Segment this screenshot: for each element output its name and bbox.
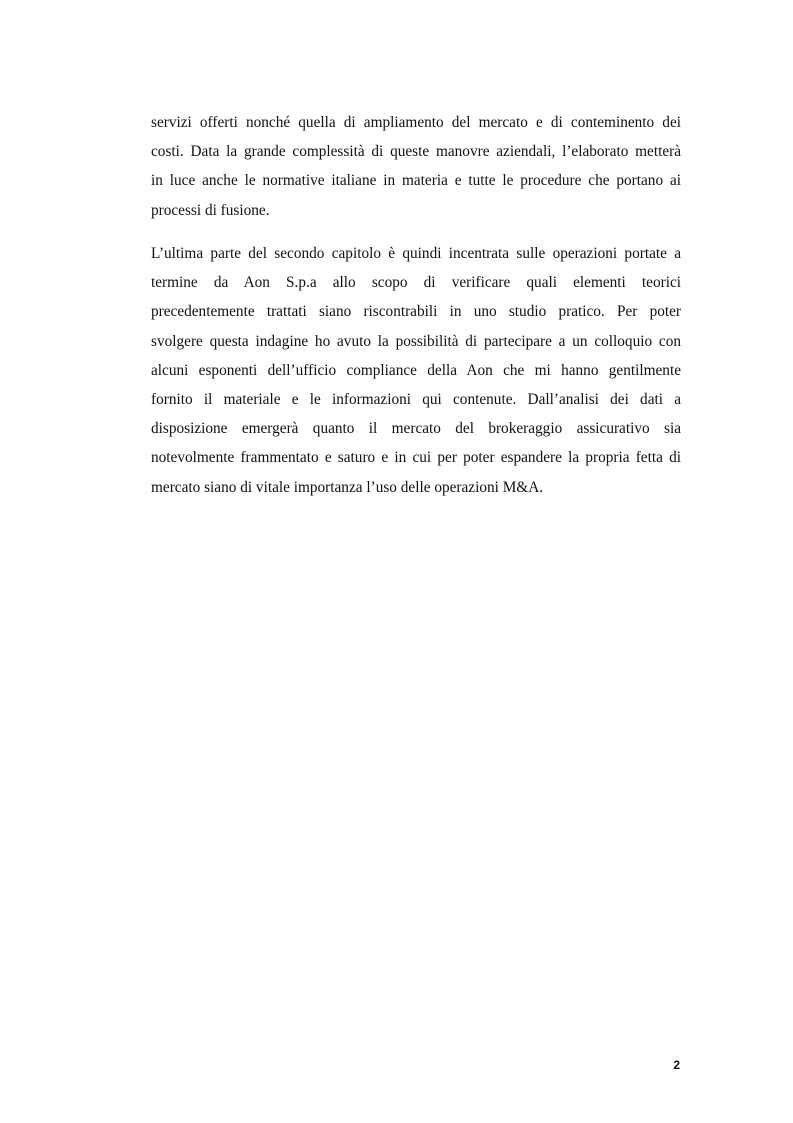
paragraph-1 — [151, 108, 681, 225]
paragraph-line: alcuni esponenti dell’ufficio compliance della Aon che mi hanno gentilmente — [151, 361, 681, 379]
paragraph-line: servizi offerti nonché quella di ampliamento del mercato e di conteminento dei — [151, 114, 681, 131]
page-number: 2 — [673, 1058, 680, 1072]
paragraph-line: fornito il materiale e le informazioni qui contenute. Dall’analisi dei dati a — [151, 390, 681, 408]
paragraph-line: precedentemente trattati siano riscontrabili in uno studio pratico. Per poter — [151, 303, 681, 321]
paragraph-2 — [151, 239, 681, 502]
paragraph-line: svolgere questa indagine ho avuto la possibilità di partecipare a un colloquio con — [151, 332, 681, 350]
paragraph-line: mercato siano di vitale importanza l’uso delle operazioni M&A. — [151, 478, 544, 496]
paragraph-line: costi. Data la grande complessità di queste manovre aziendali, l’elaborato metterà — [151, 143, 681, 161]
paragraph-line: L’ultima parte del secondo capitolo è quindi incentrata sulle operazioni portate a — [151, 245, 681, 262]
paragraph-line: notevolmente frammentato e saturo e in cui per poter espandere la propria fetta di — [151, 449, 681, 467]
paragraph-line: processi di fusione. — [151, 201, 270, 219]
paragraph-line: in luce anche le normative italiane in materia e tutte le procedure che portano ai — [151, 172, 681, 190]
paragraph-line: disposizione emergerà quanto il mercato del brokeraggio assicurativo sia — [151, 420, 681, 438]
paragraph-line: termine da Aon S.p.a allo scopo di verificare quali elementi teorici — [151, 274, 681, 292]
